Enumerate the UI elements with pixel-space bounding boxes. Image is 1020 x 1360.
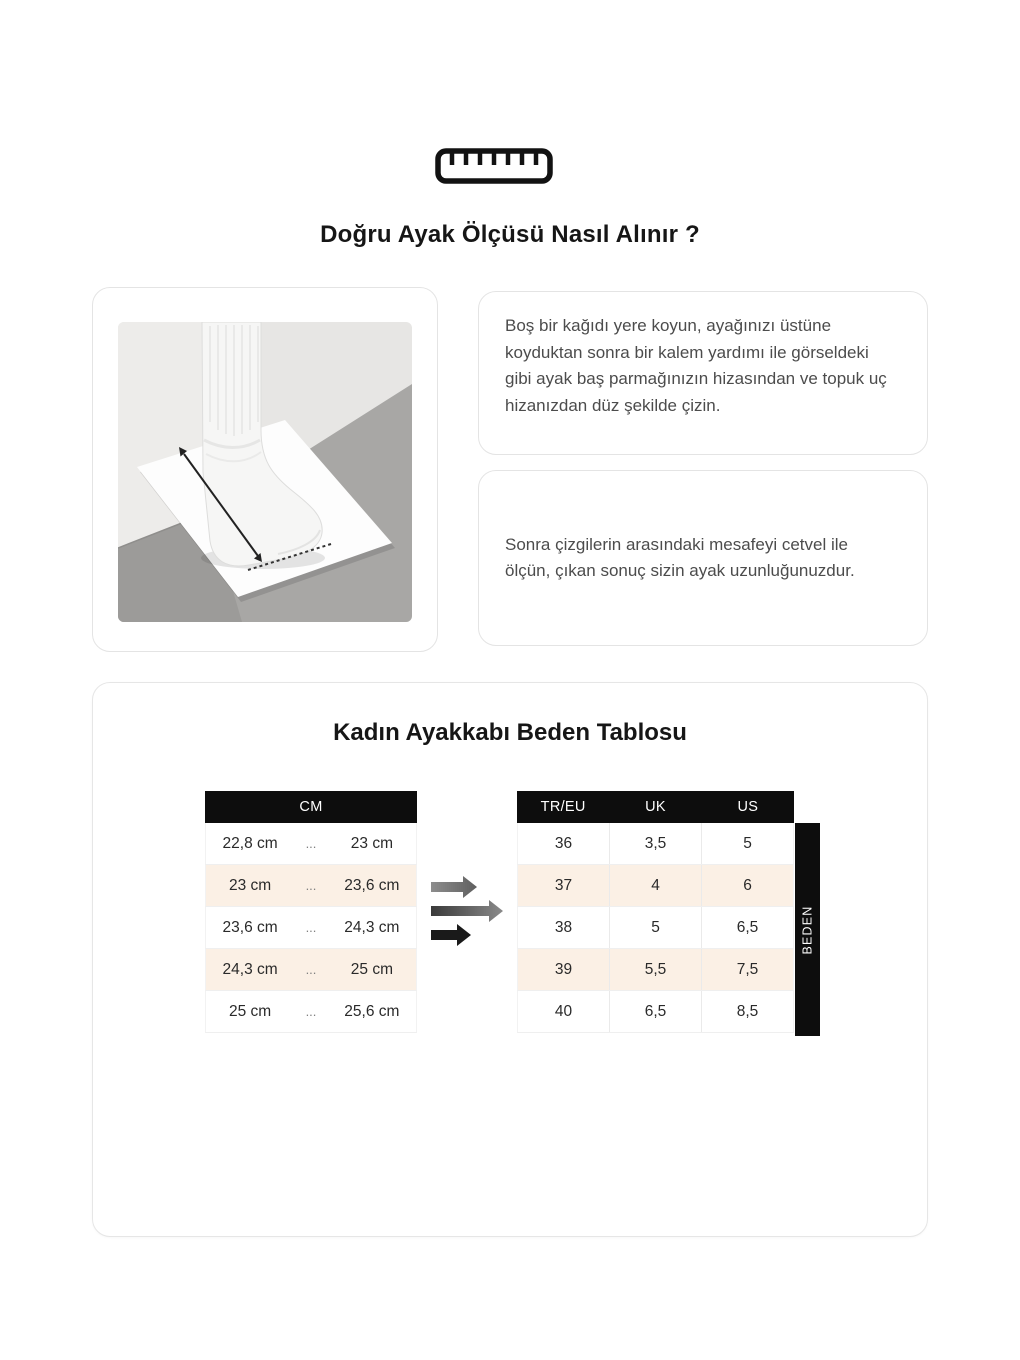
page-title: Doğru Ayak Ölçüsü Nasıl Alınır ? [320, 221, 700, 248]
size-conversion-table [517, 791, 794, 1033]
us-value: 7,5 [736, 960, 759, 978]
cm-table-header [205, 791, 417, 823]
instruction-step-2-text: Sonra çizgilerin arasındaki mesafeyi cetvel ile ölçün, çıkan sonuç sizin ayak uzunluğunuzdur. [505, 534, 855, 580]
us-value: 6,5 [736, 918, 759, 936]
cm-from: 23,6 cm [222, 918, 278, 936]
size-table-row [517, 949, 794, 991]
us-value: 5 [743, 834, 752, 852]
instruction-step-2-card [478, 470, 928, 646]
tr-eu-value: 40 [518, 991, 610, 1032]
range-dots: ... [305, 878, 317, 893]
cm-to: 23,6 cm [344, 876, 400, 894]
tr-eu-value: 37 [518, 865, 610, 906]
cm-from: 25 cm [228, 1002, 272, 1020]
tr-eu-value: 38 [518, 907, 610, 948]
size-table-title: Kadın Ayakkabı Beden Tablosu [333, 719, 687, 746]
beden-side-label-text: BEDEN [800, 904, 815, 955]
uk-header: UK [645, 799, 666, 815]
range-dots: ... [305, 836, 317, 851]
cm-to: 25,6 cm [344, 1002, 400, 1020]
size-table-row [517, 991, 794, 1033]
foot-measurement-image [118, 322, 412, 622]
measurement-photo-card [92, 287, 438, 652]
cm-table-row [205, 865, 417, 907]
uk-value: 5,5 [610, 949, 702, 990]
size-table-row [517, 907, 794, 949]
size-table-row [517, 823, 794, 865]
size-table-row [517, 865, 794, 907]
cm-to: 25 cm [350, 960, 393, 978]
cm-table [205, 791, 417, 1033]
ruler-icon [435, 147, 553, 185]
tr-eu-value: 39 [518, 949, 610, 990]
cm-table-row [205, 991, 417, 1033]
range-dots: ... [305, 962, 317, 977]
cm-to: 24,3 cm [344, 918, 400, 936]
uk-value: 4 [610, 865, 702, 906]
instruction-step-1-card [478, 291, 928, 455]
range-dots: ... [305, 1004, 317, 1019]
tr-eu-header: TR/EU [540, 799, 586, 815]
cm-table-row [205, 907, 417, 949]
beden-side-label [795, 823, 820, 1036]
cm-table-row [205, 949, 417, 991]
cm-from: 23 cm [228, 876, 272, 894]
ruler-icon-svg [435, 147, 553, 185]
us-header: US [737, 799, 759, 815]
size-table-header-row [517, 791, 794, 823]
range-dots: ... [305, 920, 317, 935]
us-value: 8,5 [736, 1002, 759, 1020]
foot-on-paper-illustration [118, 322, 412, 622]
instruction-step-1-text: Boş bir kağıdı yere koyun, ayağınızı üstüne koyduktan sonra bir kalem yardımı ile görseldeki gibi ayak baş parmağınızın hizasından ve topuk uç hizanızdan düz şekilde çizin. [505, 316, 887, 415]
uk-value: 3,5 [610, 823, 702, 864]
size-table-card [92, 682, 928, 1237]
triple-right-arrows-icon [429, 873, 507, 949]
cm-from: 22,8 cm [222, 834, 278, 852]
tr-eu-value: 36 [518, 823, 610, 864]
us-value: 6 [743, 876, 752, 894]
cm-table-row [205, 823, 417, 865]
cm-to: 23 cm [350, 834, 393, 852]
cm-header-cell: CM [299, 799, 323, 815]
cm-from: 24,3 cm [222, 960, 278, 978]
arrows-svg [429, 873, 507, 949]
uk-value: 6,5 [610, 991, 702, 1032]
uk-value: 5 [610, 907, 702, 948]
